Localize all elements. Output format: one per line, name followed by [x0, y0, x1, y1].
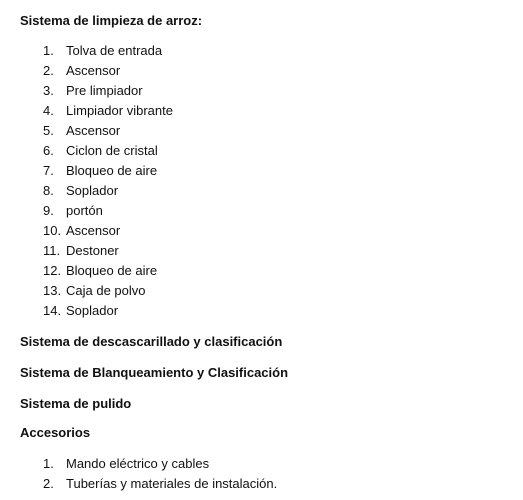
list-text: portón — [66, 203, 103, 218]
list-text: Soplador — [66, 183, 119, 198]
list-text: Tuberías y materiales de instalación. — [66, 476, 278, 491]
list-text: Limpiador vibrante — [66, 103, 173, 118]
list-number: 8. — [43, 183, 54, 198]
list-text: Destoner — [66, 243, 119, 258]
list-number: 2. — [43, 63, 54, 78]
list-number: 6. — [43, 143, 54, 158]
list-number: 1. — [43, 456, 54, 471]
list-text: Bloqueo de aire — [66, 163, 158, 178]
list-text: Tolva de entrada — [66, 43, 163, 58]
section-heading-limpieza: Sistema de limpieza de arroz: — [20, 13, 203, 28]
list-number: 7. — [43, 163, 54, 178]
list-text: Bloqueo de aire — [66, 263, 158, 278]
list-text: Caja de polvo — [66, 283, 146, 298]
list-text: Ascensor — [66, 223, 121, 238]
list-text: Ciclon de cristal — [66, 143, 158, 158]
section-heading-accesorios: Accesorios — [20, 425, 91, 440]
list-number: 12. — [43, 263, 62, 278]
list-number: 9. — [43, 203, 54, 218]
list-text: Ascensor — [66, 123, 121, 138]
list-number: 13. — [43, 283, 62, 298]
list-text: Pre limpiador — [66, 83, 143, 98]
list-number: 5. — [43, 123, 54, 138]
list-text: Soplador — [66, 303, 119, 318]
list-number: 14. — [43, 303, 62, 318]
section-heading-blanqueamiento: Sistema de Blanqueamiento y Clasificación — [20, 365, 289, 380]
list-text: Ascensor — [66, 63, 121, 78]
section-heading-pulido: Sistema de pulido — [20, 396, 132, 411]
list-number: 11. — [43, 243, 61, 258]
list-number: 3. — [43, 83, 54, 98]
list-number: 1. — [43, 43, 54, 58]
list-text: Mando eléctrico y cables — [66, 456, 210, 471]
list-number: 2. — [43, 476, 54, 491]
list-number: 4. — [43, 103, 54, 118]
list-number: 10. — [43, 223, 62, 238]
section-heading-descascarillado: Sistema de descascarillado y clasificación — [20, 334, 283, 349]
